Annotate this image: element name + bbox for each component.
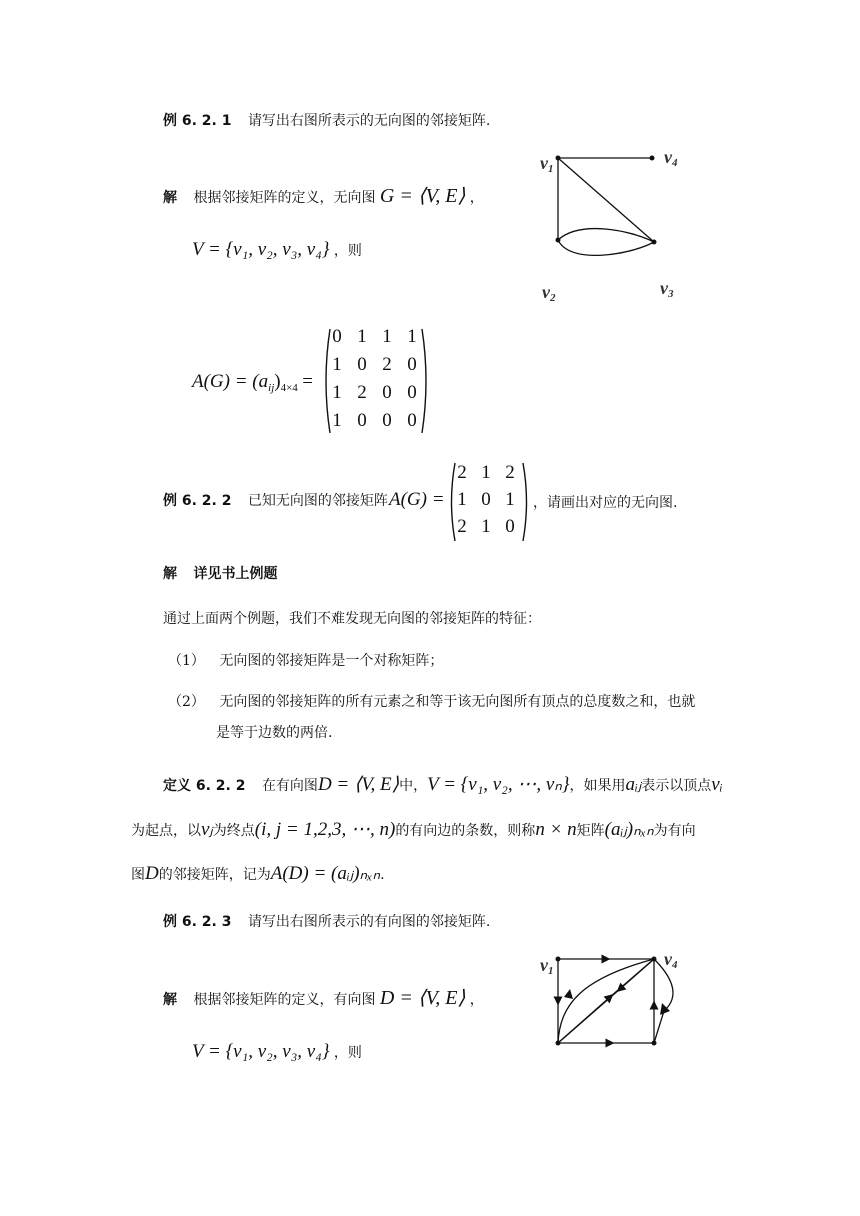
matrix-cell: 2 [357,382,367,403]
solution-text: 根据邻接矩阵的定义，无向图 [193,190,376,206]
node-v3 [652,240,657,245]
definition-line-1 [163,775,723,794]
node-v4 [650,156,655,161]
def-text: 在有向图 [261,778,318,794]
label-v3: v3 [660,278,674,300]
example-6-2-1 [163,114,490,128]
matrix-cell: 1 [407,326,417,347]
matrix-cell: 1 [357,326,367,347]
matrix-cell: 0 [407,354,417,375]
def-math: (i, j = 1,2,3, ⋯, n) [254,819,396,840]
matrix-2-lhs [389,490,445,509]
def-text: 为起点，以 [131,823,201,839]
feature-2-cont: 是等于边数的两倍. [216,725,333,741]
def-math: D = ⟨V, E⟩ [317,774,400,795]
feature-text: 无向图的邻接矩阵的所有元素之和等于该无向图所有顶点的总度数之和，也就 [219,694,696,710]
example-text: 请写出右图所表示的有向图的邻接矩阵. [247,914,491,930]
equals: = [302,371,313,392]
matrix-lhs-close: ) [274,371,281,392]
def-text: 中， [399,778,428,794]
vertex-set: V = {v₁, v₂, v₃, v₄} [192,1041,330,1062]
example-text: 请写出右图所表示的无向图的邻接矩阵. [247,113,491,129]
comma: ， [469,992,484,1008]
example-6-2-2 [163,494,388,508]
def-math: vᵢ [711,774,723,795]
intro-text: 通过上面两个例题，我们不难发现无向图的邻接矩阵的特征： [163,611,541,627]
label-v4: v4 [664,949,678,971]
label-v2: v2 [542,282,556,304]
node-v2 [556,238,561,243]
directed-graph [530,945,690,1055]
example-label: 例 6. 2. 1 [163,113,232,129]
matrix-cell: 1 [332,382,342,403]
matrix-cell: 1 [505,489,515,510]
node-v4 [652,957,657,962]
matrix-cell: 2 [382,354,392,375]
label-v4: v4 [664,147,678,169]
def-math: aᵢⱼ [625,774,642,795]
matrix-cell: 0 [357,354,367,375]
solution-text: 详见书上例题 [193,566,278,582]
example-text: 已知无向图的邻接矩阵 [247,493,388,509]
def-text: ，如果用 [569,778,626,794]
undirected-graph [530,140,690,310]
matrix-cell: 1 [481,462,491,483]
def-math: n × n [535,819,577,840]
comma: ， [469,190,484,206]
feature-text: 无向图的邻接矩阵是一个对称矩阵； [219,653,444,669]
matrix-lhs: A(G) = (a [192,371,269,392]
solution-label: 解 [163,190,177,206]
node-v3 [652,1041,657,1046]
matrix-cell: 1 [481,516,491,537]
example-label: 例 6. 2. 2 [163,493,232,509]
matrix-1 [327,326,427,436]
matrix-cell: 0 [382,410,392,431]
def-text: 的邻接矩阵，记为 [158,867,271,883]
node-v1 [556,957,561,962]
matrix-cell: 1 [332,354,342,375]
matrix-cell: 0 [332,326,342,347]
matrix-lhs-sub: ij [268,382,275,394]
edge-v2-v4-b [558,997,610,1043]
definition-line-3 [131,864,385,883]
graph-expression: G = ⟨V, E⟩ [379,185,466,207]
example-2-after [533,496,677,510]
def-math: vⱼ [201,819,213,840]
definition-label: 定义 6. 2. 2 [163,778,246,794]
solution-label: 解 [163,566,177,582]
label-v1: v1 [540,955,554,977]
matrix-cell: 0 [505,516,515,537]
solution-1-line [163,186,484,206]
matrix-cell: 0 [382,382,392,403]
matrix-lhs: A(G) = [389,489,445,510]
vertex-set-line [192,240,362,259]
def-text: 图 [131,867,145,883]
matrix-lhs-dim: 4×4 [280,382,298,394]
solution-label: 解 [163,992,177,1008]
definition-line-2 [131,820,696,839]
def-text: 的有向边的条数，则称 [395,823,536,839]
edge-v2-v3-a [558,229,654,242]
solution-3-line [163,988,484,1008]
matrix-cell: 2 [505,462,515,483]
then-text: ，则 [333,1045,362,1061]
node-v1 [556,156,561,161]
example-label: 例 6. 2. 3 [163,914,232,930]
matrix-cell: 0 [407,382,417,403]
matrix-cell: 0 [481,489,491,510]
edge-v2-v3-b [558,240,654,255]
def-math: D [145,863,159,884]
matrix-cell: 1 [457,489,467,510]
matrix-cell: 1 [382,326,392,347]
matrix-cell: 1 [332,410,342,431]
graph-expression: D = ⟨V, E⟩ [379,987,466,1009]
label-v1: v1 [540,153,554,175]
def-math: V = {v₁, v₂, ⋯, vₙ} [427,774,570,795]
def-text: 矩阵 [576,823,605,839]
vertex-set: V = {v₁, v₂, v₃, v₄} [192,239,330,260]
feature-number: （1） [168,653,205,669]
matrix-1-lhs [192,371,313,394]
matrix-2 [452,462,528,542]
example-after-text: ，请画出对应的无向图. [533,495,678,511]
def-text: . [380,867,385,883]
def-text: 为终点 [212,823,255,839]
feature-number: （2） [168,694,205,710]
node-v2 [556,1041,561,1046]
solution-text: 根据邻接矩阵的定义，有向图 [193,992,376,1008]
matrix-cell: 2 [457,462,467,483]
feature-2 [168,695,695,709]
def-text: 为有向 [653,823,696,839]
matrix-cell: 2 [457,516,467,537]
then-text: ，则 [333,243,362,259]
solution-2-line [163,567,277,581]
matrix-cell: 0 [357,410,367,431]
def-math: (aᵢⱼ)ₙₓₙ [604,819,654,840]
example-6-2-3 [163,915,490,929]
def-math: A(D) = (aᵢⱼ)ₙₓₙ [270,863,381,884]
def-text: 表示以顶点 [641,778,712,794]
vertex-set-line-3 [192,1042,362,1061]
matrix-cell: 0 [407,410,417,431]
feature-1 [168,654,443,668]
